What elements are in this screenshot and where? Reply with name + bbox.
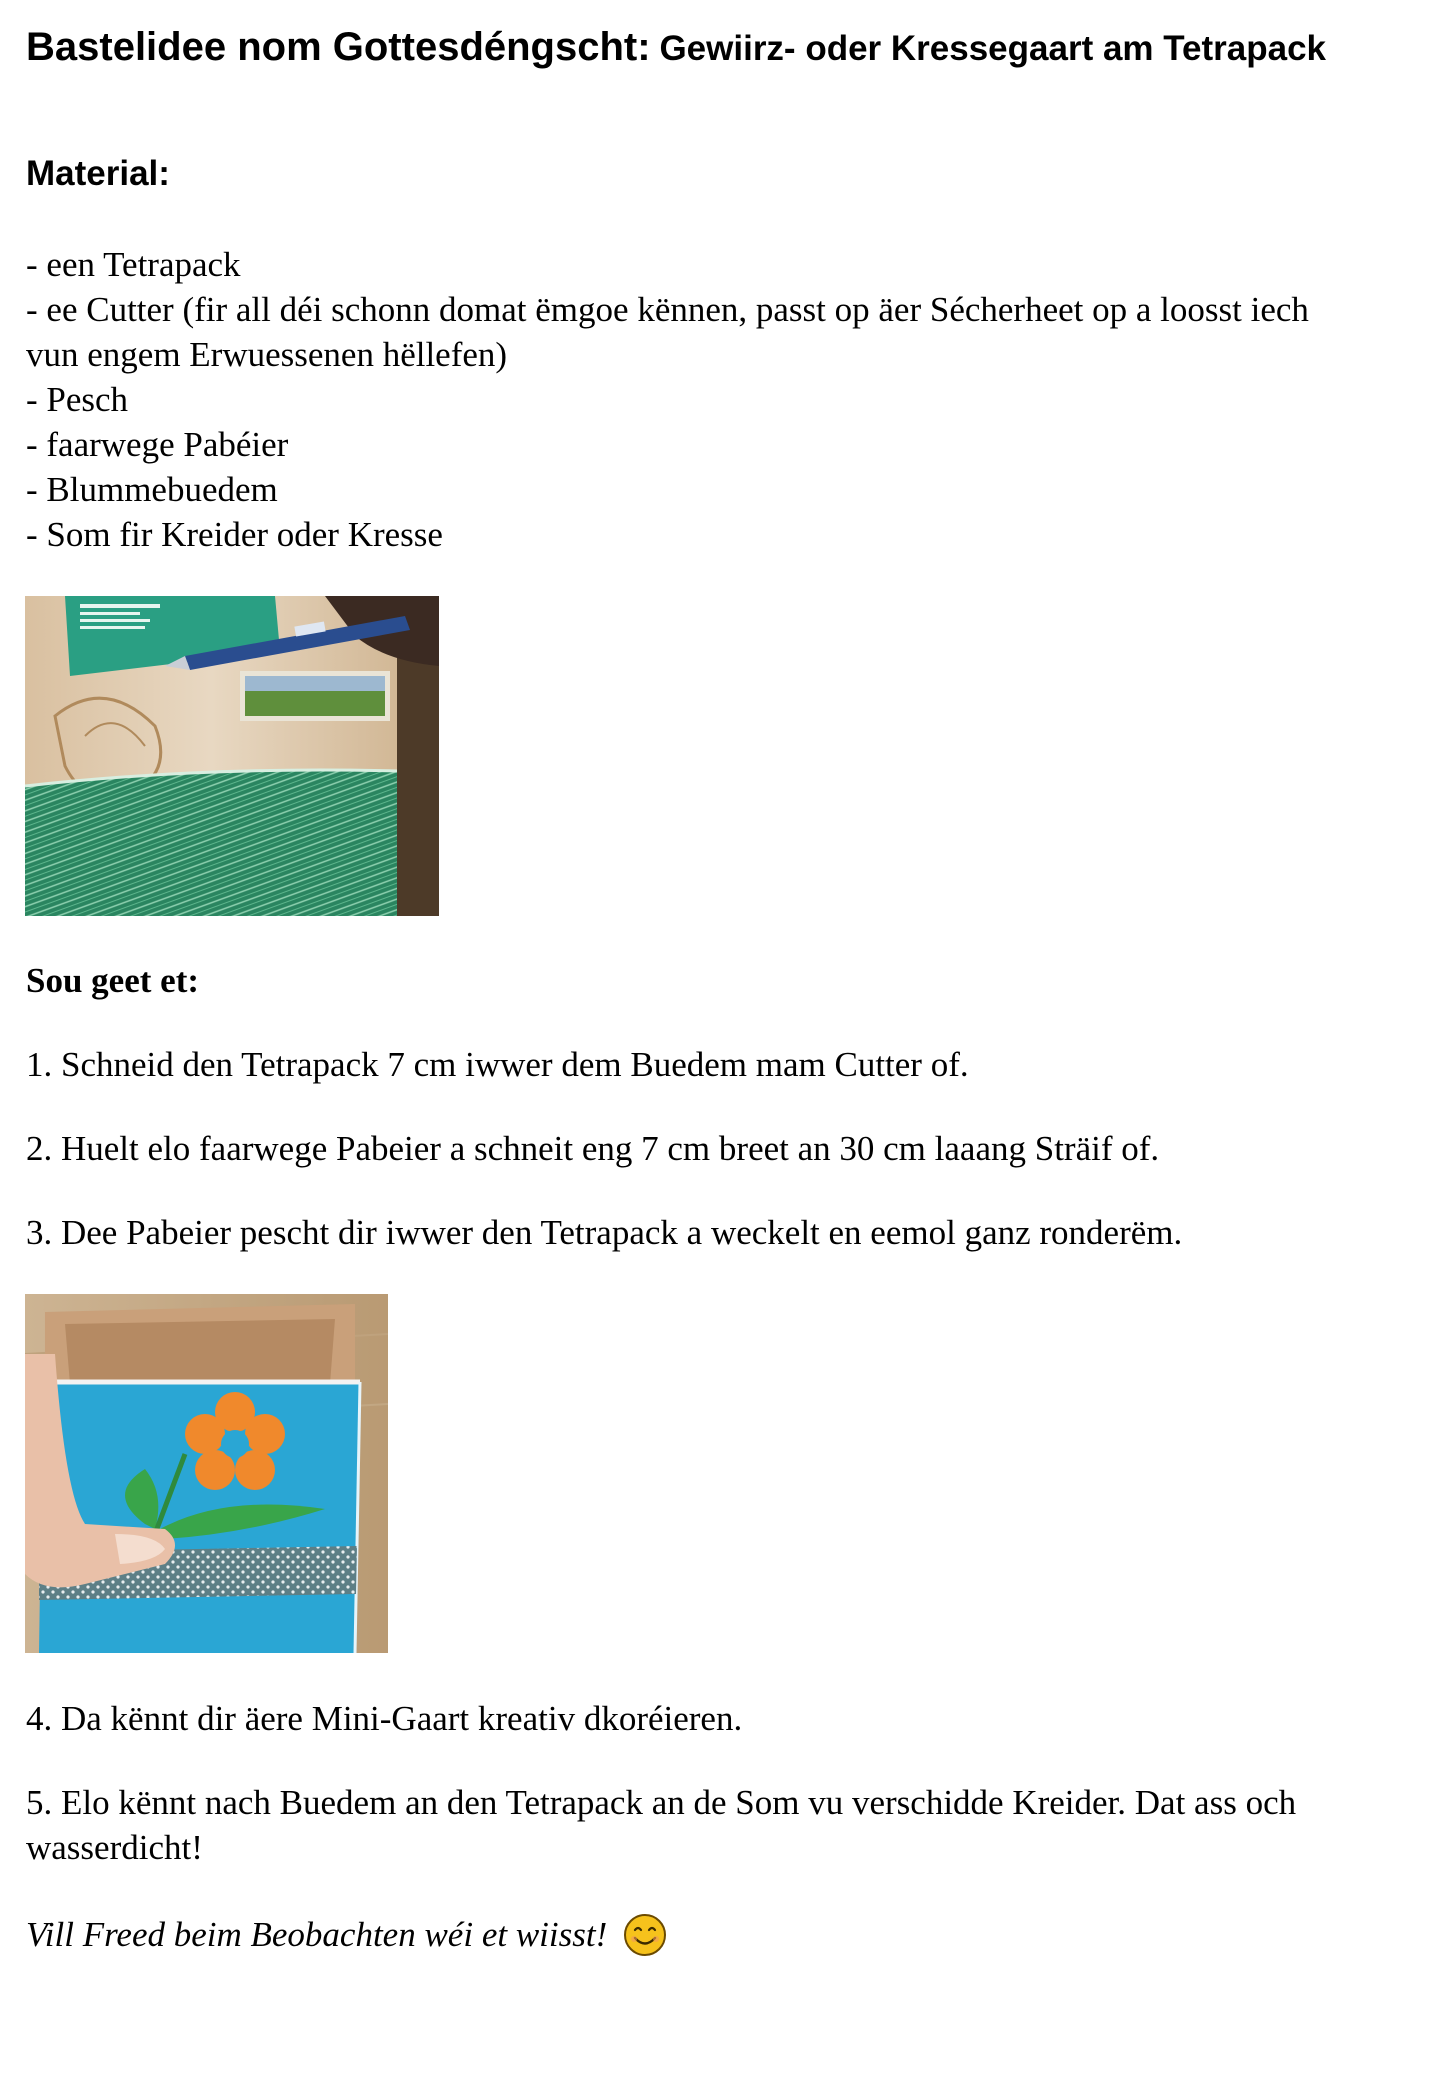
material-list: [26, 242, 1366, 557]
decorated-planter-photo: [25, 1294, 388, 1653]
closing-text: Vill Freed beim Beobachten wéi et wiisst!: [26, 1915, 608, 1954]
material-item: - een Tetrapack: [26, 245, 241, 284]
page-title: [26, 24, 1386, 72]
material-item: - Pesch: [26, 380, 129, 419]
instruction-step: 3. Dee Pabeier pescht dir iwwer den Tetrapack a weckelt en eemol ganz ronderëm.: [26, 1213, 1183, 1252]
title-subtitle: Gewiirz- oder Kressegaart am Tetrapack: [659, 29, 1327, 68]
material-item: - faarwege Pabéier: [26, 425, 289, 464]
material-item: - ee Cutter (fir all déi schonn domat ëmgoe kënnen, passt op äer Sécherheet op a loosst iech vun engem Erwuessenen hëllefen): [26, 290, 1309, 374]
instructions-heading: Sou geet et:: [26, 961, 200, 1000]
title-main: Bastelidee nom Gottesdéngscht:: [26, 25, 651, 69]
instruction-step: 5. Elo kënnt nach Buedem an den Tetrapack an de Som vu verschidde Kreider. Dat ass och wasserdicht!: [26, 1783, 1297, 1867]
instruction-step: 2. Huelt elo faarwege Pabeier a schneit eng 7 cm breet an 30 cm laaang Sträif of.: [26, 1129, 1160, 1168]
smiley-icon: [623, 1913, 667, 1957]
material-item: - Som fir Kreider oder Kresse: [26, 515, 443, 554]
material-heading: Material:: [26, 154, 170, 193]
instruction-step: 4. Da kënnt dir äere Mini-Gaart kreativ dkoréieren.: [26, 1699, 743, 1738]
tetrapack-cutting-photo: [25, 596, 439, 916]
instruction-step: 1. Schneid den Tetrapack 7 cm iwwer dem Buedem mam Cutter of.: [26, 1045, 969, 1084]
material-item: - Blummebuedem: [26, 470, 278, 509]
closing-message: [26, 1912, 667, 1957]
